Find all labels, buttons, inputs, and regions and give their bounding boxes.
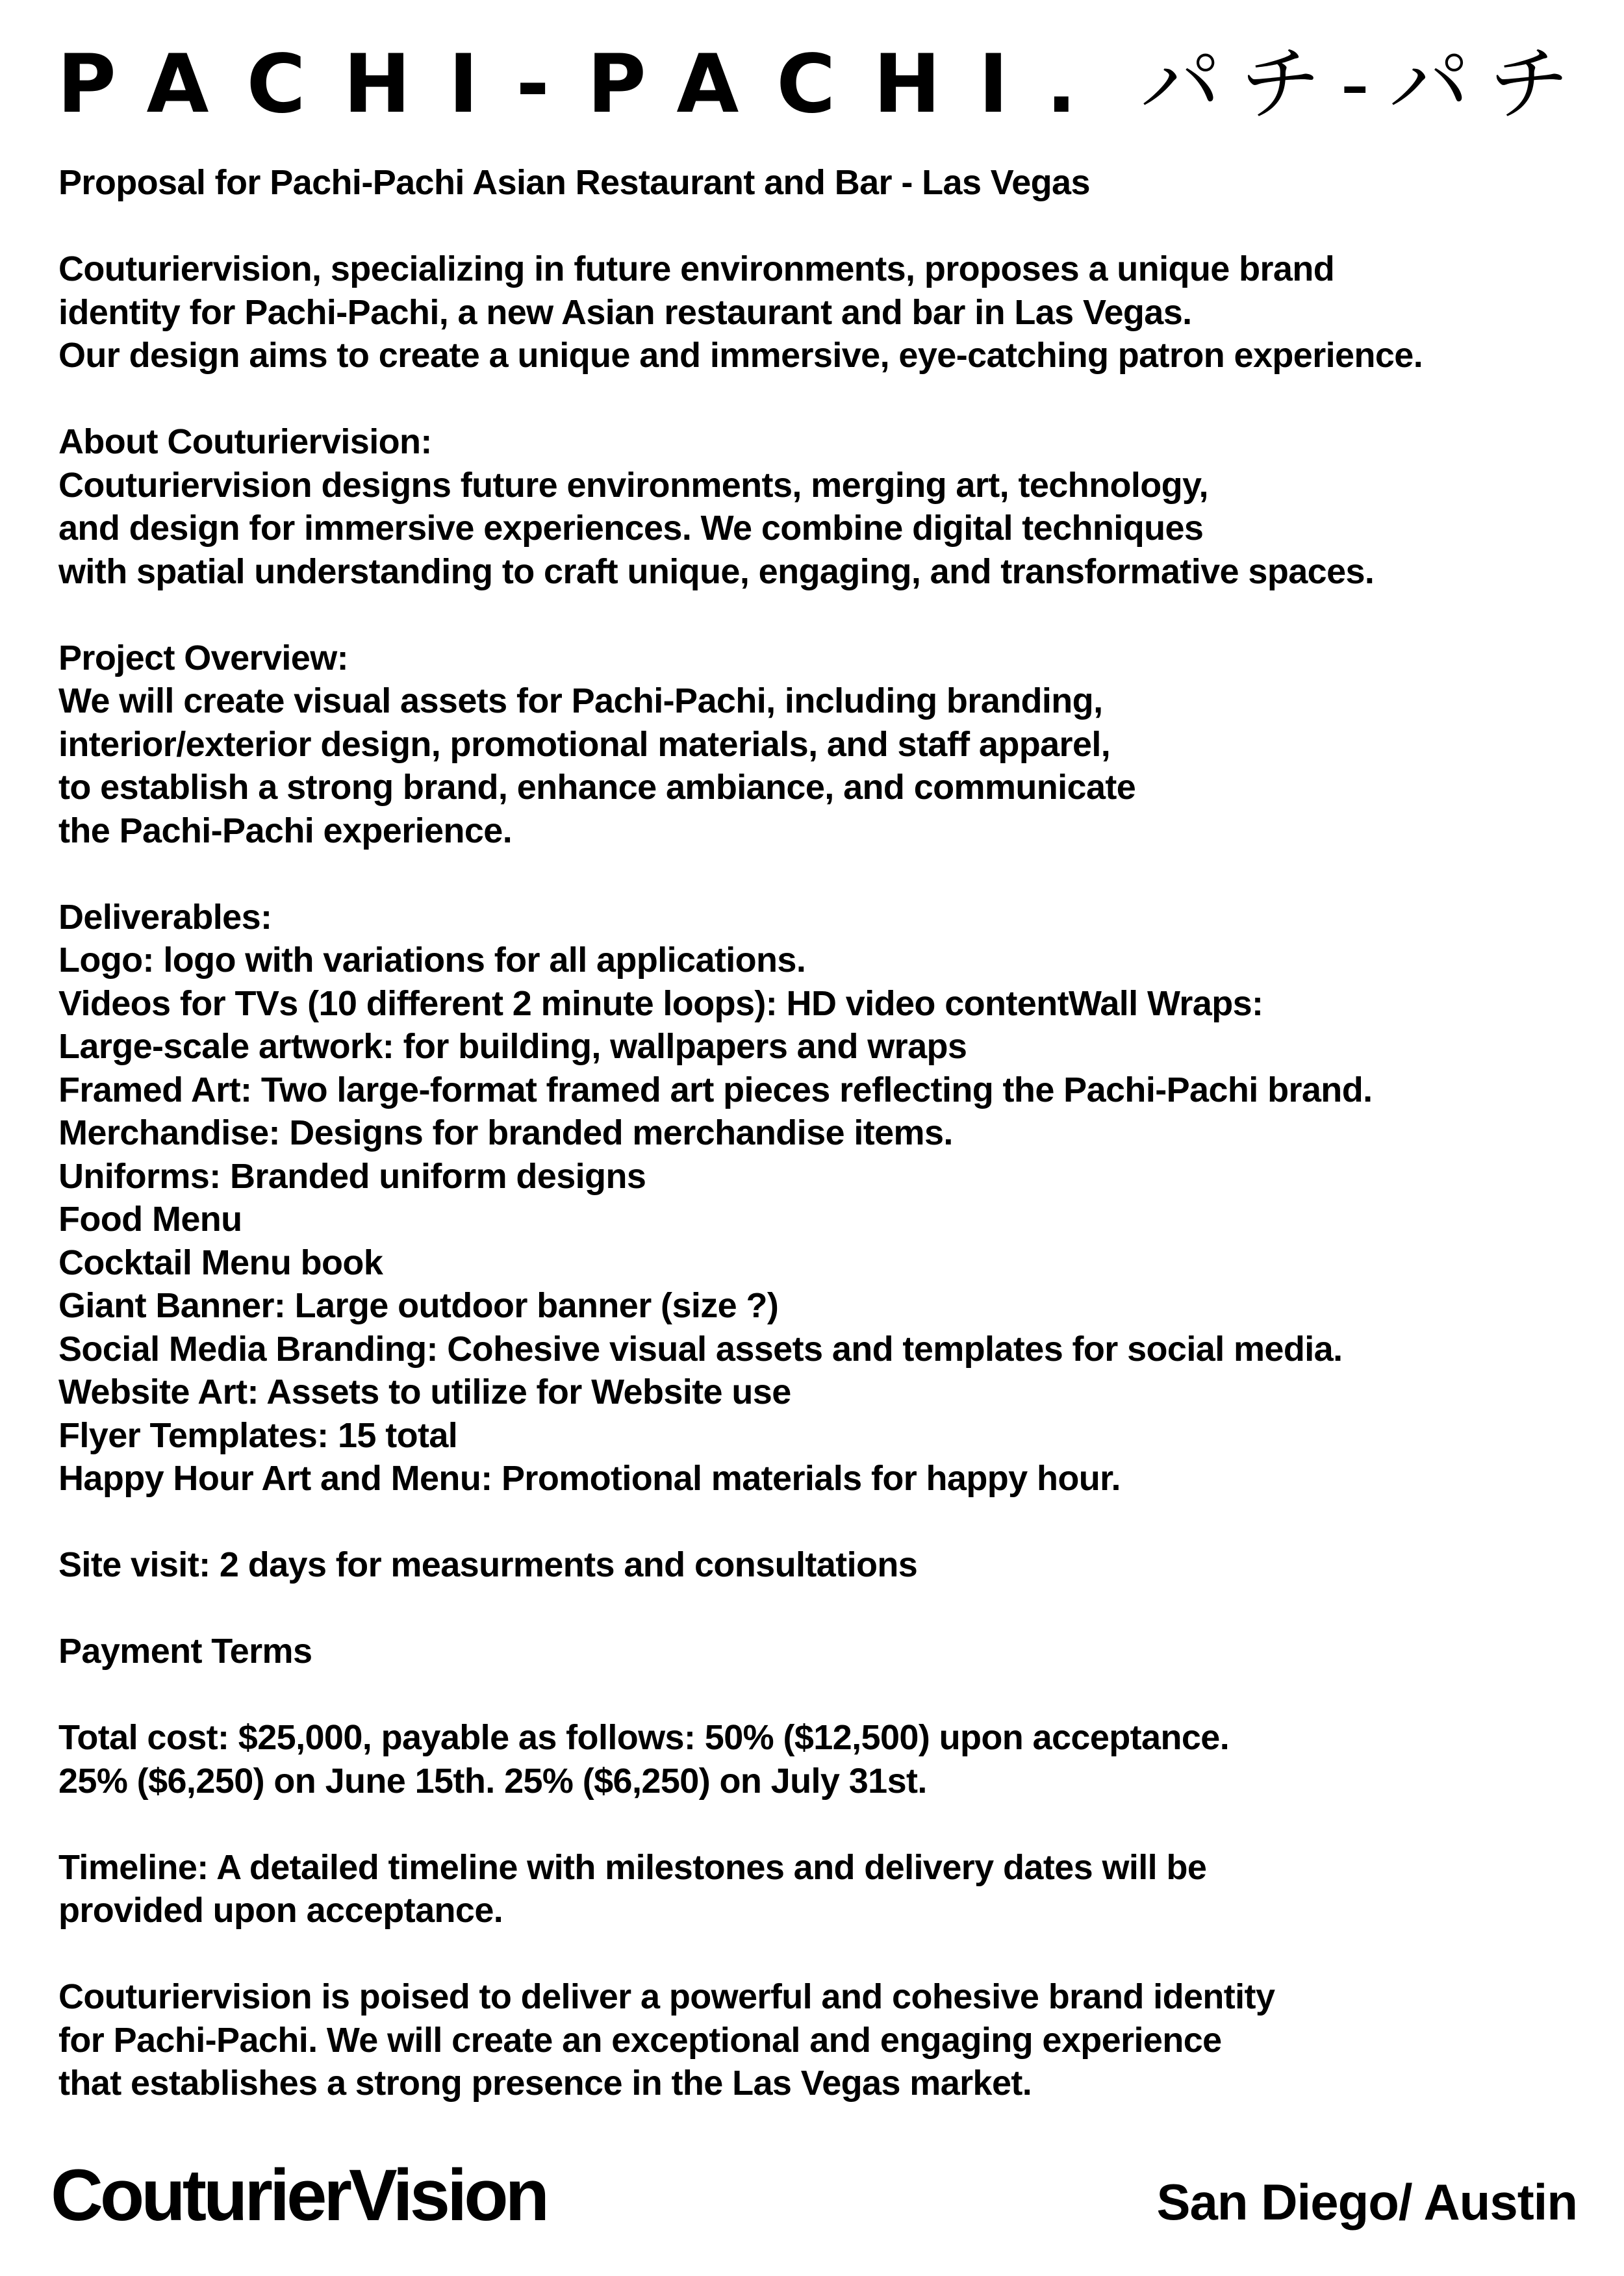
overview-line: We will create visual assets for Pachi-Pachi, including branding,	[58, 681, 1103, 720]
spacer	[58, 1932, 1579, 1976]
payment-heading: Payment Terms	[58, 1632, 312, 1671]
timeline-line: Timeline: A detailed timeline with milestones and delivery dates will be	[58, 1847, 1207, 1887]
proposal-body	[58, 161, 1579, 2105]
spacer	[58, 205, 1579, 248]
footer-location: San Diego/ Austin	[1156, 2173, 1577, 2231]
title-japanese: パチ-パチ	[1140, 38, 1590, 131]
spacer	[58, 1587, 1579, 1630]
deliverables-heading: Deliverables:	[58, 897, 272, 937]
deliverable-item: Framed Art: Two large-format framed art pieces reflecting the Pachi-Pachi brand.	[58, 1070, 1373, 1109]
deliverable-item: Flyer Templates: 15 total	[58, 1415, 458, 1455]
title-latin: PACHI-PACHI.	[57, 38, 1115, 131]
payment-line: 25% ($6,250) on June 15th. 25% ($6,250) on July 31st.	[58, 1761, 927, 1801]
site-visit: Site visit: 2 days for measurments and consultations	[58, 1545, 918, 1584]
closing-line: that establishes a strong presence in the Las Vegas market.	[58, 2064, 1032, 2103]
deliverable-item: Food Menu	[58, 1200, 242, 1239]
deliverable-item: Social Media Branding: Cohesive visual assets and templates for social media.	[58, 1329, 1343, 1369]
spacer	[58, 1802, 1579, 1846]
footer-brand-wordmark: CouturierVision	[51, 2155, 547, 2236]
timeline-line: provided upon acceptance.	[58, 1891, 503, 1930]
closing-line: Couturiervision is poised to deliver a powerful and cohesive brand identity	[58, 1977, 1275, 2016]
deliverable-item: Giant Banner: Large outdoor banner (size ?)	[58, 1286, 779, 1325]
deliverable-item: Cocktail Menu book	[58, 1243, 383, 1282]
deliverable-item: Uniforms: Branded uniform designs	[58, 1156, 646, 1196]
spacer	[58, 377, 1579, 421]
spacer	[58, 1673, 1579, 1717]
deliverable-item: Large-scale artwork: for building, wallpapers and wraps	[58, 1027, 967, 1066]
intro-line: Couturiervision, specializing in future environments, proposes a unique brand	[58, 249, 1335, 288]
about-line: and design for immersive experiences. We combine digital techniques	[58, 509, 1204, 548]
about-heading: About Couturiervision:	[58, 422, 432, 461]
overview-line: the Pachi-Pachi experience.	[58, 811, 513, 850]
spacer	[58, 1500, 1579, 1544]
about-line: with spatial understanding to craft unique, engaging, and transformative spaces.	[58, 551, 1375, 591]
deliverable-item: Website Art: Assets to utilize for Website use	[58, 1372, 791, 1411]
about-line: Couturiervision designs future environments, merging art, technology,	[58, 465, 1208, 505]
overview-heading: Project Overview:	[58, 638, 349, 677]
deliverable-item: Merchandise: Designs for branded merchandise items.	[58, 1113, 953, 1152]
closing-line: for Pachi-Pachi. We will create an exceptional and engaging experience	[58, 2020, 1222, 2060]
deliverable-item: Videos for TVs (10 different 2 minute loops): HD video contentWall Wraps:	[58, 983, 1263, 1023]
intro-line: identity for Pachi-Pachi, a new Asian restaurant and bar in Las Vegas.	[58, 292, 1192, 332]
intro-line: Our design aims to create a unique and immersive, eye-catching patron experience.	[58, 336, 1423, 375]
overview-line: interior/exterior design, promotional materials, and staff apparel,	[58, 724, 1111, 764]
overview-line: to establish a strong brand, enhance ambiance, and communicate	[58, 768, 1136, 807]
deliverable-item: Happy Hour Art and Menu: Promotional materials for happy hour.	[58, 1459, 1121, 1498]
masthead-title	[57, 32, 1590, 136]
spacer	[58, 852, 1579, 896]
spacer	[58, 593, 1579, 637]
payment-line: Total cost: $25,000, payable as follows: 50% ($12,500) upon acceptance.	[58, 1718, 1230, 1757]
proposal-subject: Proposal for Pachi-Pachi Asian Restaurant and Bar - Las Vegas	[58, 163, 1090, 202]
deliverable-item: Logo: logo with variations for all applications.	[58, 941, 806, 980]
